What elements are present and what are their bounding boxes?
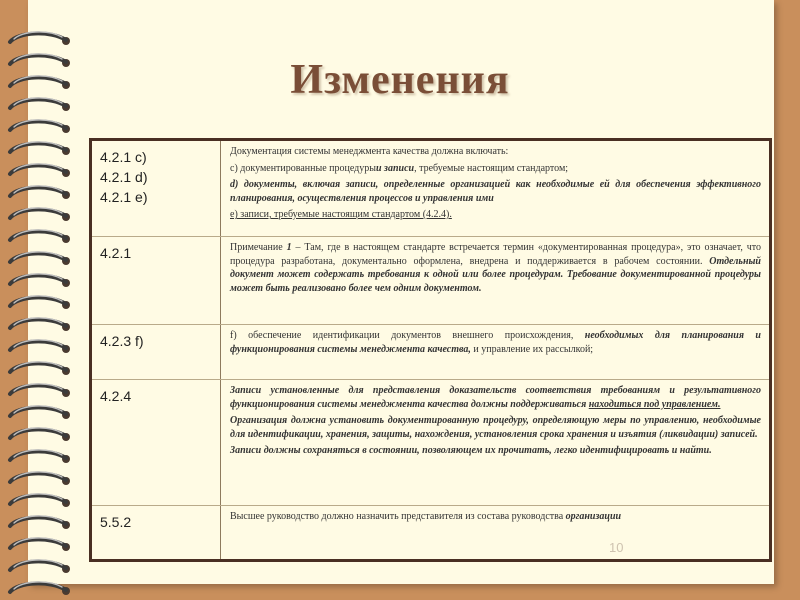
requirement-text: Примечание 1 – Там, где в настоящем стандарте встречается термин «документированная процедура», это означает, что процедура разработана, документально оформлена, внедрена и поддерживается в рабочем состоянии. Отдельный документ может содержать требования к одной или более процедурам. Требование документированной процедуры может быть реализовано более чем одним документом. [230, 242, 761, 294]
requirement-text: Высшее руководство должно назначить представителя из состава руководства организации [230, 511, 622, 522]
emphasis-text: d) документы, включая записи, определенные организацией как необходимые ей для обеспечения эффективного планирования, осуществления процессов и управления ими [230, 179, 761, 204]
table-row [91, 325, 771, 380]
clause-number: 4.2.1 c) [100, 149, 147, 165]
requirement-text: e) записи, требуемые настоящим стандартом (4.2.4). [230, 209, 452, 220]
clause-number: 5.5.2 [100, 514, 132, 530]
requirement-text: c) документированные процедурыи записи, требуемые настоящим стандартом; [230, 162, 569, 174]
clause-number: 4.2.3 f) [100, 333, 144, 349]
requirement-text: Документация системы менеджмента качества должна включать: [230, 146, 509, 157]
clause-number: 4.2.1 d) [100, 169, 148, 185]
table-row [91, 237, 771, 325]
clause-cell [91, 506, 221, 561]
clause-number: 4.2.1 [100, 245, 132, 261]
emphasis-text: и записи [376, 162, 415, 174]
emphasis-text: Записи установленные для представления доказательств соответствия требованиям и результативного функционирования системы менеджмента качества должны поддерживаться находиться под управлением. [230, 385, 761, 410]
page-title: Изменения [290, 57, 510, 103]
clause-number: 4.2.4 [100, 388, 132, 404]
clause-cell [91, 380, 221, 506]
clause-cell [91, 325, 221, 380]
table-row [91, 140, 771, 237]
requirement-cell [221, 140, 771, 237]
emphasis-text: Организация должна установить документированную процедуру, определяющую меры по управлению, необходимые для идентификации, хранения, защиты, нахождения, установления срока хранения и изъятия (ликвидации) записей. [230, 415, 761, 440]
page-number: 10 [609, 540, 624, 555]
table-row [91, 506, 771, 561]
clause-cell [91, 237, 221, 325]
clause-number: 4.2.1 e) [100, 189, 148, 205]
changes-table [89, 138, 772, 562]
requirement-cell [221, 506, 771, 561]
emphasis-text: организации [565, 511, 622, 522]
requirement-text: f) обеспечение идентификации документов внешнего происхождения, необходимых для планирования и функционирования системы менеджмента качества, и управление их рассылкой; [230, 330, 761, 355]
requirement-cell [221, 325, 771, 380]
requirement-cell [221, 380, 771, 506]
table-row [91, 380, 771, 506]
emphasis-text: необходимых для планирования и функционирования системы менеджмента качества, [230, 330, 761, 355]
clause-cell [91, 140, 221, 237]
emphasis-text: Отдельный документ может содержать требования к одной или более процедурам. Требование документированной процедуры может быть реализовано более чем одним документом. [230, 255, 761, 294]
requirement-cell [221, 237, 771, 325]
emphasis-text: Записи должны сохраняться в состоянии, позволяющем их прочитать, легко идентифицировать и найти. [230, 445, 712, 456]
